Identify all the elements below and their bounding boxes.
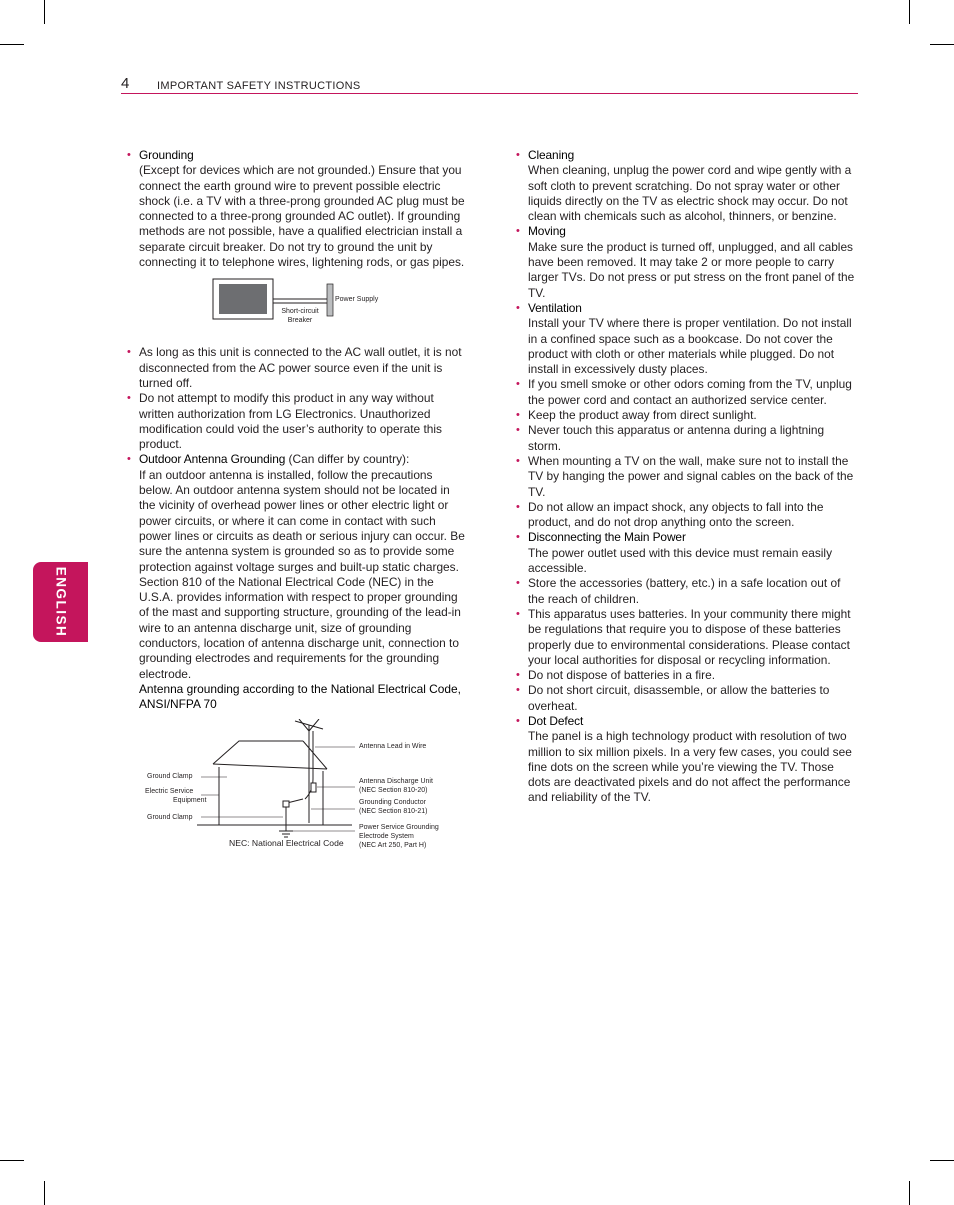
language-tab [33, 562, 88, 642]
list-item: • Outdoor Antenna Grounding (Can differ by country): If an outdoor antenna is installed, follow the precautions below. An outdoor antenna system should not be located in the vicinity of overhead power lines or other electric light or power circuits, or where it can come in contact with such power lines or circuits as death or serious injury can occur. Be sure the antenna system is grounded so as to provide some protection against voltage surges and built-up static charges. Section 810 of the National Electrical Code (NEC) in the U.S.A. provides information with respect to proper grounding of the mast and supporting structure, grounding of the lead-in wire to an antenna discharge unit, size of grounding conductors, location of antenna discharge unit, connection to grounding electrodes and requirements for the grounding electrode. [127, 452, 467, 681]
list-item: • Moving Make sure the product is turned off, unplugged, and all cables have been removed. It may take 2 or more people to carry larger TVs. Do not press or put stress on the front panel of the TV. [516, 224, 858, 300]
crop-mark [44, 0, 45, 24]
list-item: • Store the accessories (battery, etc.) in a safe location out of the reach of children. [516, 576, 858, 607]
electrode-label-1: Power Service Grounding [359, 823, 439, 831]
list-item: • Cleaning When cleaning, unplug the power cord and wipe gently with a soft cloth to prevent scratching. Do not spray water or other liquids directly on the TV as electric shock may occur. Do not clean with chemicals such as alcohol, thinners, or benzine. [516, 148, 858, 224]
grounding-heading: • Grounding [139, 148, 194, 162]
page-number: 4 [121, 75, 130, 92]
tv-grounding-diagram [127, 276, 467, 338]
dot-defect-heading: • Dot Defect [528, 713, 584, 728]
list-item: • Dot Defect The panel is a high technology product with resolution of two million to six million pixels. In a very few cases, you could see fine dots on the screen while you’re viewing the TV. Those dots are deactivated pixels and do not affect the performance and reliability of the TV. [516, 714, 858, 806]
discharge-unit-label-2: (NEC Section 810-20) [359, 786, 428, 794]
list-item: • Do not attempt to modify this product in any way without written authorization from LG Electronics. Unauthorized modification could void the user’s authority to operate this product. [127, 391, 467, 452]
crop-mark [0, 1160, 24, 1161]
cleaning-heading: • Cleaning [528, 148, 575, 162]
antenna-subheading: Antenna grounding according to the National Electrical Code, ANSI/NFPA 70 [139, 681, 461, 712]
electrode-label-3: (NEC Art 250, Part H) [359, 841, 427, 849]
antenna-body: If an outdoor antenna is installed, follow the precautions below. An outdoor antenna system should not be located in the vicinity of overhead power lines or other electric light or power circuits, or where it can come in contact with such power lines or circuits as death or serious injury can occur. Be sure the antenna system is grounded so as to provide some protection against voltage surges and built-up static charges. Section 810 of the National Electrical Code (NEC) in the U.S.A. provides information with respect to proper grounding of the mast and supporting structure, grounding of the lead-in wire to an antenna discharge unit, size of grounding conductors, location of antenna discharge unit, connection to grounding electrodes and requirements for the grounding electrode. [139, 467, 465, 681]
list-item: • Do not dispose of batteries in a fire. [516, 668, 858, 683]
crop-mark [909, 1181, 910, 1205]
electric-service-label-2: Equipment [173, 796, 207, 804]
crop-mark [44, 1181, 45, 1205]
grounding-conductor-label-1: Grounding Conductor [359, 798, 426, 806]
list-item: • If you smell smoke or other odors coming from the TV, unplug the power cord and contact an authorized service center. [516, 377, 858, 408]
crop-mark [930, 1160, 954, 1161]
breaker-label: Short-circuit Breaker [281, 308, 319, 324]
power-supply-label: Power Supply [335, 296, 379, 304]
list-item: • Disconnecting the Main Power The power outlet used with this device must remain easily accessible. [516, 530, 858, 576]
grounding-conductor-label-2: (NEC Section 810-21) [359, 807, 428, 815]
moving-heading: • Moving [528, 224, 566, 239]
crop-mark [930, 44, 954, 45]
ventilation-heading: • Ventilation [528, 300, 582, 315]
electric-service-label-1: Electric Service [145, 787, 194, 795]
right-column [516, 148, 858, 806]
ground-clamp-bottom-label: Ground Clamp [147, 813, 193, 821]
antenna-heading: Outdoor Antenna Grounding [139, 452, 286, 467]
crop-mark [909, 0, 910, 24]
list-item: • Keep the product away from direct sunlight. [516, 408, 858, 423]
grounding-body: (Except for devices which are not grounded.) Ensure that you connect the earth ground wire to prevent possible electric shock (i.e. a TV with a three-prong grounded AC plug must be connected to a three-prong grounded AC outlet). If grounding methods are not possible, have a qualified electrician install a separate circuit breaker. Do not try to ground the unit by connecting it to telephone wires, lightening rods, or gas pipes. [139, 163, 465, 270]
page-header [121, 77, 858, 94]
list-item [127, 148, 467, 270]
header-title: IMPORTANT SAFETY INSTRUCTIONS [157, 80, 361, 92]
list-item: • Never touch this apparatus or antenna during a lightning storm. [516, 423, 858, 454]
antenna-lead-label: Antenna Lead in Wire [359, 742, 427, 750]
list-item: • Do not allow an impact shock, any objects to fall into the product, and do not drop anything onto the screen. [516, 500, 858, 531]
antenna-figure [127, 719, 467, 861]
list-item: • Do not short circuit, disassemble, or allow the batteries to overheat. [516, 683, 858, 714]
disconnect-heading: • Disconnecting the Main Power [528, 530, 686, 545]
language-tab-label: ENGLISH [53, 566, 68, 638]
list-item: • This apparatus uses batteries. In your community there might be regulations that require you to dispose of these batteries properly due to environmental considerations. Please contact your local authorities for disposal or recycling information. [516, 607, 858, 668]
ground-clamp-top-label: Ground Clamp [147, 772, 193, 780]
left-column [127, 148, 467, 861]
discharge-unit-label-1: Antenna Discharge Unit [359, 777, 433, 785]
list-item: • As long as this unit is connected to the AC wall outlet, it is not disconnected from the AC power source even if the unit is turned off. [127, 345, 467, 391]
nec-caption: NEC: National Electrical Code [229, 837, 344, 848]
grounding-figure [127, 276, 467, 338]
crop-mark [0, 44, 24, 45]
list-item: • When mounting a TV on the wall, make sure not to install the TV by hanging the power and signal cables on the back of the TV. [516, 454, 858, 500]
electrode-label-2: Electrode System [359, 832, 414, 840]
list-item: • Ventilation Install your TV where there is proper ventilation. Do not install in a confined space such as a bookcase. Do not cover the product with cloth or other materials while plugged. Do not install in excessively dusty places. [516, 301, 858, 377]
